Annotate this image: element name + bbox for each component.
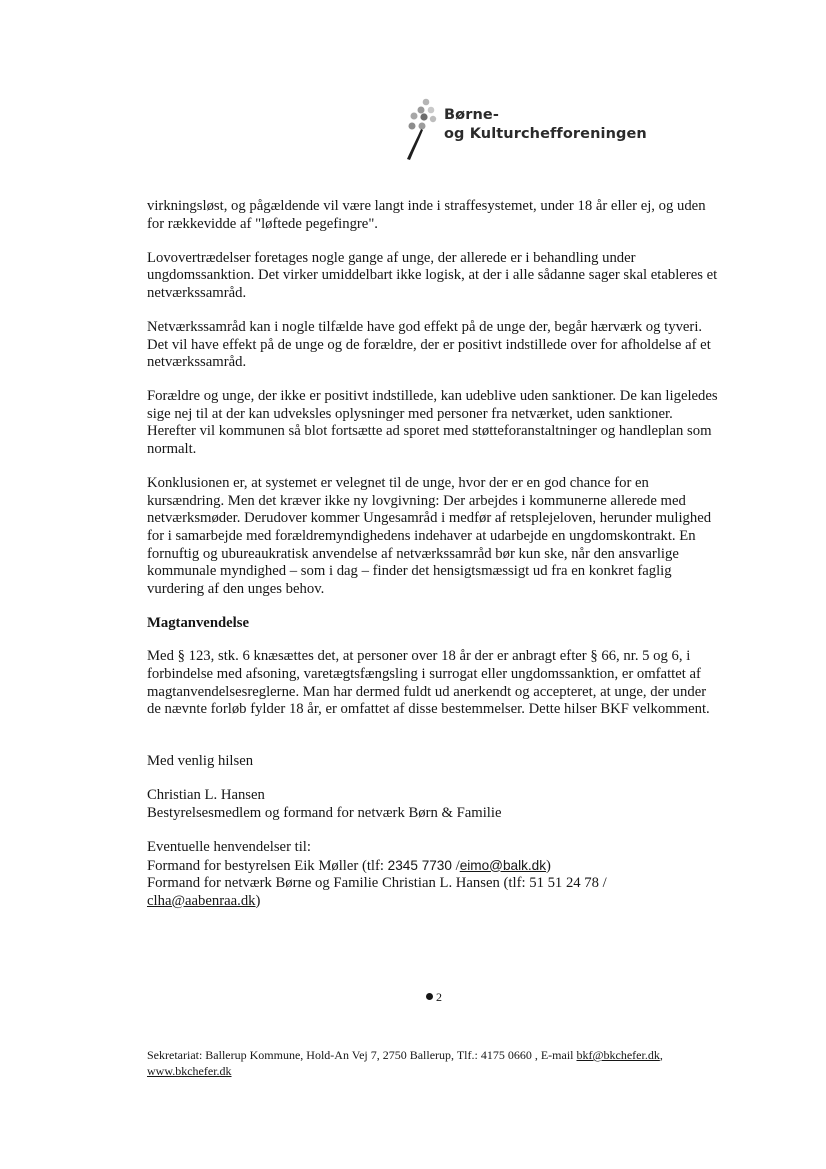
contact-line-2-suffix: ): [255, 892, 261, 909]
contact-line-1-phone: 2345 7730: [387, 857, 452, 873]
contact-email-link-1[interactable]: eimo@balk.dk: [459, 857, 547, 873]
contact-line-2: [147, 875, 722, 910]
logo-line-1: Børne-: [444, 107, 499, 123]
page-number-value: 2: [436, 990, 442, 1004]
signature-name: Christian L. Hansen: [147, 787, 265, 804]
paragraph-1: virkningsløst, og pågældende vil være langt inde i straffesystemet, under 18 år eller ej, og uden for rækkevidde af "løftede pegefingre".: [147, 198, 706, 232]
footer: [147, 1047, 727, 1079]
footer-email-link[interactable]: bkf@bkchefer.dk: [576, 1048, 660, 1062]
contact-email-link-2[interactable]: clha@aabenraa.dk: [147, 892, 256, 909]
contact-block: [147, 839, 722, 910]
contact-line-1: [147, 857, 722, 876]
contact-intro: Eventuelle henvendelser til:: [147, 839, 311, 856]
contact-line-1-suffix: ): [546, 857, 551, 874]
paragraph-4: Forældre og unge, der ikke er positivt indstillede, kan udeblive uden sanktioner. De kan ligeledes sige nej til at der kan udveksles oplysninger med personer fra netværket, uden sanktioner. Herefter vil kommunen så blot fortsætte ad sporet med støtteforanstaltninger og handleplan som normalt.: [147, 388, 718, 458]
paragraph-3: Netværkssamråd kan i nogle tilfælde have god effekt på de unge der, begår hærværk og tyveri. Det vil have effekt på de unge og de forældre, der er positivt indstillede over for afholdelse af et netværkssamråd.: [147, 318, 711, 371]
footer-comma: ,: [659, 1048, 663, 1062]
logo-mark-icon: [400, 96, 442, 162]
logo-text: [444, 106, 647, 144]
closing-greeting: Med venlig hilsen: [147, 753, 254, 770]
logo-line-2: og Kulturchefforeningen: [444, 126, 647, 142]
footer-website-link[interactable]: www.bkchefer.dk: [147, 1064, 232, 1078]
bullet-icon: [426, 993, 433, 1000]
signature-block: [147, 787, 722, 822]
section-heading: Magtanvendelse: [147, 614, 249, 631]
contact-line-1-sep: /: [451, 857, 460, 874]
contact-line-1-prefix: Formand for bestyrelsen Eik Møller (tlf:: [147, 857, 388, 874]
paragraph-5: Konklusionen er, at systemet er velegnet til de unge, hvor der er en god chance for en kursændring. Men det kræver ikke ny lovgivning: Der arbejdes i kommunerne allerede med netværksmøder. Derudover kommer Ungesamråd i medfør af retsplejeloven, herunder mulighed for i samarbejde med forældremyndighedens indehaver at udarbejde en ungdomskontrakt. En fornuftig og ubureaukratisk anvendelse af netværkssamråd bør kun ske, når den ansvarlige kommunale myndighed – som i dag – finder det hensigtsmæssigt ud fra en konkret faglig vurdering af den unges behov.: [147, 475, 712, 597]
contact-line-2-prefix: Formand for netværk Børne og Familie Christian L. Hansen (tlf: 51 51 24 78 /: [147, 875, 607, 892]
signature-title: Bestyrelsesmedlem og formand for netværk Børn & Familie: [147, 804, 502, 821]
letter-body: [147, 198, 722, 927]
organization-logo: [400, 96, 660, 166]
paragraph-2: Lovovertrædelser foretages nogle gange af unge, der allerede er i behandling under ungdomssanktion. Det virker umiddelbart ikke logisk, at der i alle sådanne sager skal etableres et netværkssamråd.: [147, 249, 718, 301]
footer-text: Sekretariat: Ballerup Kommune, Hold-An Vej 7, 2750 Ballerup, Tlf.: 4175 0660 , E-mail: [147, 1048, 577, 1062]
magtanvendelse-paragraph: Med § 123, stk. 6 knæsættes det, at personer over 18 år der er anbragt efter § 66, nr. 5 og 6, i forbindelse med afsoning, varetægtsfængsling i surrogat eller ungdomssanktion, er omfattet af magtanvendelsesreglerne. Man har dermed fuldt ud anerkendt og accepteret, at unge, der under de nævnte forløb fylder 18 år, er omfattet af disse bestemmelser. Dette hilser BKF velkomment.: [147, 648, 710, 718]
page-number: [426, 990, 442, 1005]
